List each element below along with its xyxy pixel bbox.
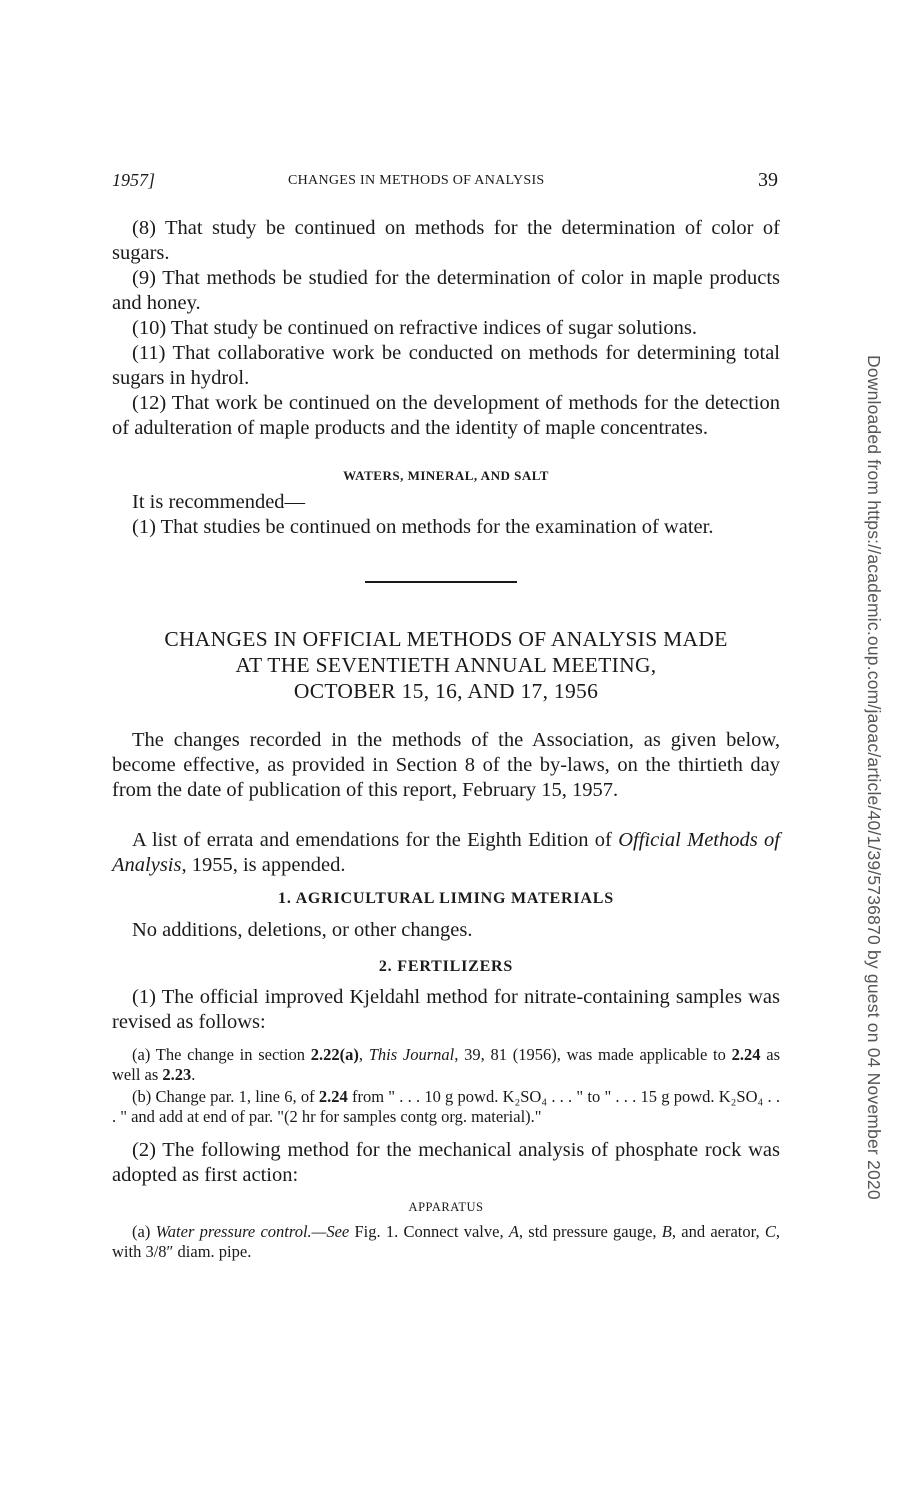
waters-item-1: (1) That studies be continued on methods for the examination of water.	[132, 516, 714, 538]
book-title: Official Methods of Analysis	[112, 829, 780, 876]
waters-intro: It is recommended—	[132, 491, 306, 513]
running-title: CHANGES IN METHODS OF ANALYSIS	[288, 173, 545, 188]
section-2-item-2: (2) The following method for the mechanical analysis of phosphate rock was adopted as first action:	[112, 1139, 780, 1186]
main-title-line-3: OCTOBER 15, 16, AND 17, 1956	[293, 679, 599, 703]
paragraph-8: (8) That study be continued on methods for the determination of color of sugars.	[112, 217, 780, 264]
section-2-item-1: (1) The official improved Kjeldahl method for nitrate-containing samples was revised as follows:	[112, 986, 780, 1033]
section-1-heading: 1. AGRICULTURAL LIMING MATERIALS	[278, 890, 614, 907]
download-watermark: Downloaded from https://academic.oup.com/jaoac/article/40/1/39/5736870 by guest on 04 November 2020	[864, 355, 884, 1200]
section-1-text: No additions, deletions, or other changes.	[132, 919, 473, 941]
page-number: 39	[758, 169, 778, 191]
apparatus-heading: APPARATUS	[408, 1200, 484, 1214]
item-1-sub-b: (b) Change par. 1, line 6, of 2.24 from " . . . 10 g powd. K₂SO₄ . . . " to " . . . 15 g powd. K₂SO₄ . . . " and add at end of par. "(2 hr for samples contg org. material)."	[112, 1087, 781, 1126]
header-year: 1957]	[112, 170, 156, 190]
errata-paragraph: A list of errata and emendations for the Eighth Edition of Official Methods of Analysis, 1955, is appended.	[112, 829, 780, 876]
main-title-line-2: AT THE SEVENTIETH ANNUAL MEETING,	[235, 653, 657, 677]
paragraph-9: (9) That methods be studied for the determination of color in maple products and honey.	[112, 267, 780, 314]
apparatus-a: (a) Water pressure control.—See Fig. 1. Connect valve, A, std pressure gauge, B, and aerator, C, with 3/8″ diam. pipe.	[112, 1222, 780, 1261]
item-1-sub-a: (a) The change in section 2.22(a), This Journal, 39, 81 (1956), was made applicable to 2.24 as well as 2.23.	[112, 1045, 780, 1084]
paragraph-12: (12) That work be continued on the development of methods for the detection of adulteration of maple products and the identity of maple concentrates.	[112, 392, 780, 439]
main-title-line-1: CHANGES IN OFFICIAL METHODS OF ANALYSIS MADE	[164, 627, 728, 651]
main-title	[112, 626, 780, 704]
section-divider	[365, 581, 517, 583]
intro-paragraph: The changes recorded in the methods of the Association, as given below, become effective, as provided in Section 8 of the by-laws, on the thirtieth day from the date of publication of this report, February 15, 1957.	[112, 729, 780, 801]
section-2-heading: 2. FERTILIZERS	[378, 958, 514, 975]
waters-heading: WATERS, MINERAL, AND SALT	[343, 468, 549, 483]
paragraph-11: (11) That collaborative work be conducted on methods for determining total sugars in hydrol.	[112, 342, 780, 389]
paragraph-10: (10) That study be continued on refractive indices of sugar solutions.	[132, 317, 697, 339]
